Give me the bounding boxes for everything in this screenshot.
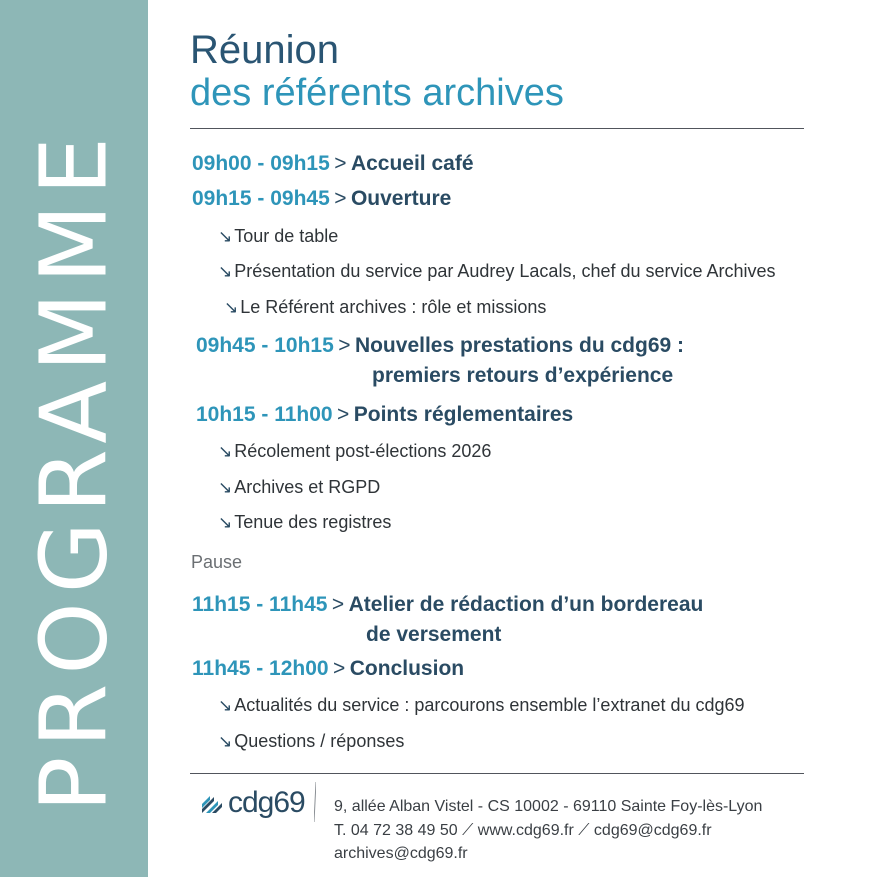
schedule-separator: >	[333, 657, 346, 680]
footer-website: www.cdg69.fr	[477, 822, 574, 839]
arrow-down-right-icon: ↘	[224, 298, 239, 317]
list-item-text: Récolement post-élections 2026	[234, 441, 492, 461]
schedule-separator: >	[334, 152, 347, 175]
schedule-row	[192, 187, 451, 211]
schedule-row	[192, 657, 464, 681]
schedule-label: Atelier de rédaction d’un bordereau	[348, 593, 704, 616]
schedule-label-continued: premiers retours d’expérience	[372, 364, 674, 387]
arrow-down-right-icon: ↘	[218, 227, 233, 246]
footer-address: 9, allée Alban Vistel - CS 10002 - 69110 Sainte Foy-lès-Lyon	[334, 798, 763, 815]
schedule-time: 11h15 - 11h45	[192, 593, 328, 616]
schedule-label: Nouvelles prestations du cdg69 :	[354, 334, 685, 357]
schedule-label: Accueil café	[350, 152, 474, 175]
list-item	[218, 441, 491, 462]
schedule-separator: >	[338, 334, 351, 357]
list-item-text: Présentation du service par Audrey Lacals, chef du service Archives	[234, 261, 776, 281]
logo-text: cdg69	[228, 786, 305, 819]
sidebar-programme-title: PROGRAMME	[20, 127, 128, 813]
list-item-text: Le Référent archives : rôle et missions	[240, 297, 547, 317]
footer-divider	[190, 773, 804, 774]
arrow-down-right-icon: ↘	[218, 732, 233, 751]
schedule-time: 09h15 - 09h45	[192, 187, 330, 210]
header-divider	[190, 128, 804, 129]
list-item	[218, 477, 380, 498]
sidebar-band	[0, 0, 148, 877]
schedule-row	[192, 152, 474, 176]
schedule-row	[192, 593, 703, 617]
schedule-time: 11h45 - 12h00	[192, 657, 329, 680]
logo-bars-icon	[200, 792, 226, 814]
schedule-row	[196, 403, 573, 427]
arrow-down-right-icon: ↘	[218, 442, 233, 461]
arrow-down-right-icon: ↘	[218, 478, 233, 497]
footer-email-archives: archives@cdg69.fr	[334, 845, 468, 862]
schedule-time: 09h00 - 09h15	[192, 152, 330, 175]
footer-email: cdg69@cdg69.fr	[593, 822, 712, 839]
footer-contact-line	[334, 822, 712, 840]
schedule-separator: >	[334, 187, 347, 210]
footer-phone: T. 04 72 38 49 50	[334, 822, 458, 839]
list-item	[224, 297, 546, 318]
list-item-text: Archives et RGPD	[234, 477, 381, 497]
arrow-down-right-icon: ↘	[218, 696, 233, 715]
list-item-text: Tour de table	[234, 226, 339, 246]
slash-divider-icon	[314, 782, 316, 822]
list-item	[218, 695, 745, 716]
list-item-text: Actualités du service : parcourons ensemble l’extranet du cdg69	[234, 695, 745, 715]
list-item-text: Questions / réponses	[234, 731, 405, 751]
page-subtitle: des référents archives	[190, 72, 564, 114]
divider-glyph: ⟋	[462, 822, 474, 839]
arrow-down-right-icon: ↘	[218, 513, 233, 532]
pause-label: Pause	[191, 552, 243, 572]
schedule-separator: >	[337, 403, 350, 426]
list-item	[218, 261, 776, 282]
divider-glyph: ⟋	[578, 822, 590, 839]
list-item	[218, 226, 338, 247]
list-item-text: Tenue des registres	[234, 512, 392, 532]
list-item	[218, 512, 391, 533]
schedule-separator: >	[331, 593, 345, 616]
schedule-label: Conclusion	[349, 657, 465, 680]
schedule-label-continued: de versement	[366, 623, 502, 646]
schedule-label: Ouverture	[350, 187, 452, 210]
list-item	[218, 731, 404, 752]
cdg69-logo	[200, 786, 310, 820]
page-title: Réunion	[190, 28, 340, 72]
arrow-down-right-icon: ↘	[218, 262, 233, 281]
schedule-time: 09h45 - 10h15	[196, 334, 334, 357]
schedule-label: Points réglementaires	[353, 403, 574, 426]
schedule-row	[196, 334, 684, 358]
schedule-time: 10h15 - 11h00	[196, 403, 333, 426]
